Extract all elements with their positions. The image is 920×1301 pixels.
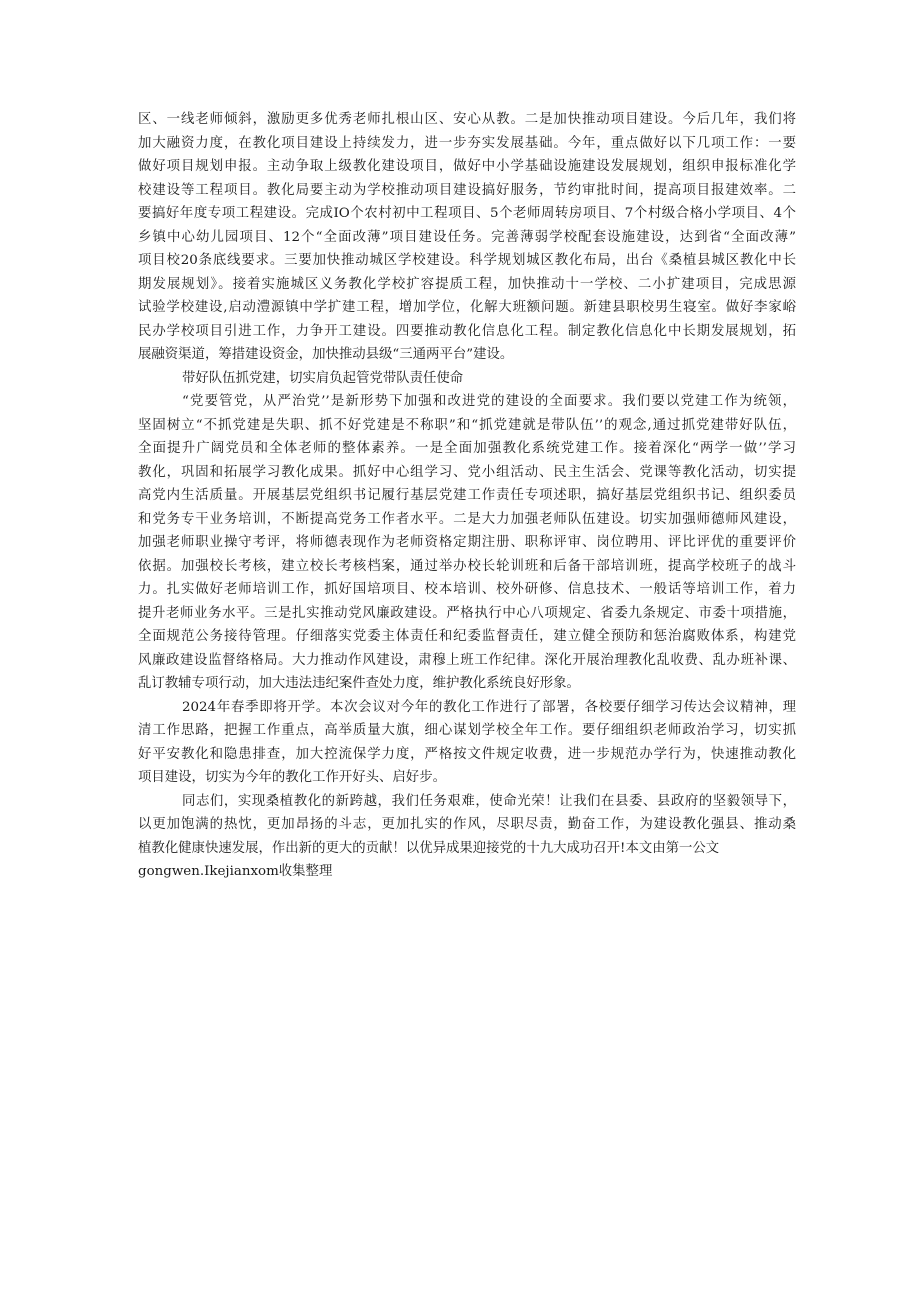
text-line: 2024年春季即将开学。本次会议对今年的教化工作进行了部署，各校要仔细学习传达会议精神，理 [182, 699, 796, 715]
text-line: 项目校20条底线要求。三要加快推动城区学校建设。科学规划城区教化布局，出台《桑植县城区教化中长 [138, 253, 796, 268]
text-line: 清工作思路，把握工作重点，高举质量大旗，细心谋划学校全年工作。要仔细组织老师政治学习，切实抓 [138, 723, 796, 738]
text-line: 风廉政建设监督络格局。大力推动作风建设，肃穆上班工作纪律。深化开展治理教化乱收费、乱办班补课、 [138, 652, 796, 668]
text-line: 依据。加强校长考核，建立校长考核档案，通过举办校长轮训班和后备干部培训班，提高学校班子的战斗 [138, 558, 796, 574]
text-line: 民办学校项目引进工作，力争开工建设。四要推动教化信息化工程。制定教化信息化中长期发展规划，拓 [138, 323, 796, 339]
text-line: 同志们，实现桑植教化的新跨越，我们任务艰难，使命光荣！让我们在县委、县政府的坚毅领导下， [182, 793, 796, 809]
text-line: 和党务专干业务培训，不断提高党务工作者水平。二是大力加强老师队伍建设。切实加强师德师风建设， [138, 511, 796, 527]
text-line: 期发展规划》。接着实施城区义务教化学校扩容提质工程，加快推动十一学校、二小扩建项目，完成思源 [138, 276, 796, 292]
text-line: 试验学校建设,启动澧源镇中学扩建工程，增加学位，化解大班额问题。新建县职校男生寝室。做好李家峪 [138, 300, 796, 315]
text-line: 区、一线老师倾斜，激励更多优秀老师扎根山区、安心从教。二是加快推动项目建设。今后几年，我们将 [138, 112, 796, 127]
text-line: 乱订教辅专项行动，加大违法违纪案件查处力度，维护教化系统良好形象。 [138, 676, 580, 691]
text-line: “党要管党，从严治党’’是新形势下加强和改进党的建设的全面要求。我们要以党建工作为统领， [182, 394, 796, 409]
text-line: 全面提升广阔党员和全体老师的整体素养。一是全面加强教化系统党建工作。接着深化“两学一做’’学习 [138, 441, 796, 456]
text-line: gongwen.Ikejianxom收集整理 [138, 864, 333, 879]
text-line: 全面规范公务接待管理。仔细落实党委主体责任和纪委监督责任，建立健全预防和惩治腐败体系，构建党 [138, 629, 796, 644]
text-line: 坚固树立“不抓党建是失职、抓不好党建是不称职”和“抓党建就是带队伍’’的观念,通过抓党建带好队伍， [138, 417, 796, 433]
text-line: 展融资渠道，筹措建设资金，加快推动县级“三通两平台”建设。 [138, 347, 514, 362]
document-body [138, 108, 796, 884]
text-line: 要搞好年度专项工程建设。完成IO个农村初中工程项目、5个老师周转房项目、7个村级合格小学项目、4个 [138, 206, 796, 221]
text-line: 教化，巩固和拓展学习教化成果。抓好中心组学习、党小组活动、民主生活会、党课等教化活动，切实提 [138, 464, 796, 480]
text-line: 以更加饱满的热忱，更加昂扬的斗志，更加扎实的作风，尽职尽责，勤奋工作，为建设教化强县、推动桑 [138, 817, 796, 832]
text-line: 加强老师职业操守考评，将师德表现作为老师资格定期注册、职称评审、岗位聘用、评比评优的重要评价 [138, 535, 796, 550]
text-line: 提升老师业务水平。三是扎实推动党风廉政建设。严格执行中心八项规定、省委九条规定、市委十项措施， [138, 605, 796, 621]
text-line: 植教化健康快速发展，作出新的更大的贡献！以优异成果迎接党的十九大成功召开!本文由第一公文 [138, 840, 720, 856]
text-line: 力。扎实做好老师培训工作，抓好国培项目、校本培训、校外研修、信息技术、一般话等培训工作，着力 [138, 582, 796, 597]
text-line: 乡镇中心幼儿园项目、12个“全面改薄”项目建设任务。完善薄弱学校配套设施建设，达到省“全面改薄” [138, 229, 796, 245]
text-line: 高党内生活质量。开展基层党组织书记履行基层党建工作责任专项述职，搞好基层党组织书记、组织委员 [138, 488, 796, 503]
text-line: 好平安教化和隐患排查，加大控流保学力度，严格按文件规定收费，进一步规范办学行为，快速推动教化 [138, 746, 796, 762]
section-heading: 带好队伍抓党建，切实肩负起管党带队责任使命 [182, 370, 464, 386]
text-line: 加大融资力度，在教化项目建设上持续发力，进一步夯实发展基础。今年，重点做好以下几项工作：一要 [138, 135, 796, 151]
text-line: 做好项目规划申报。主动争取上级教化建设项目，做好中小学基础设施建设发展规划，组织申报标准化学 [138, 159, 796, 174]
text-line: 项目建设，切实为今年的教化工作开好头、启好步。 [138, 770, 446, 785]
text-line: 校建设等工程项目。教化局要主动为学校推动项目建设搞好服务，节约审批时间，提高项目报建效率。二 [138, 182, 796, 198]
